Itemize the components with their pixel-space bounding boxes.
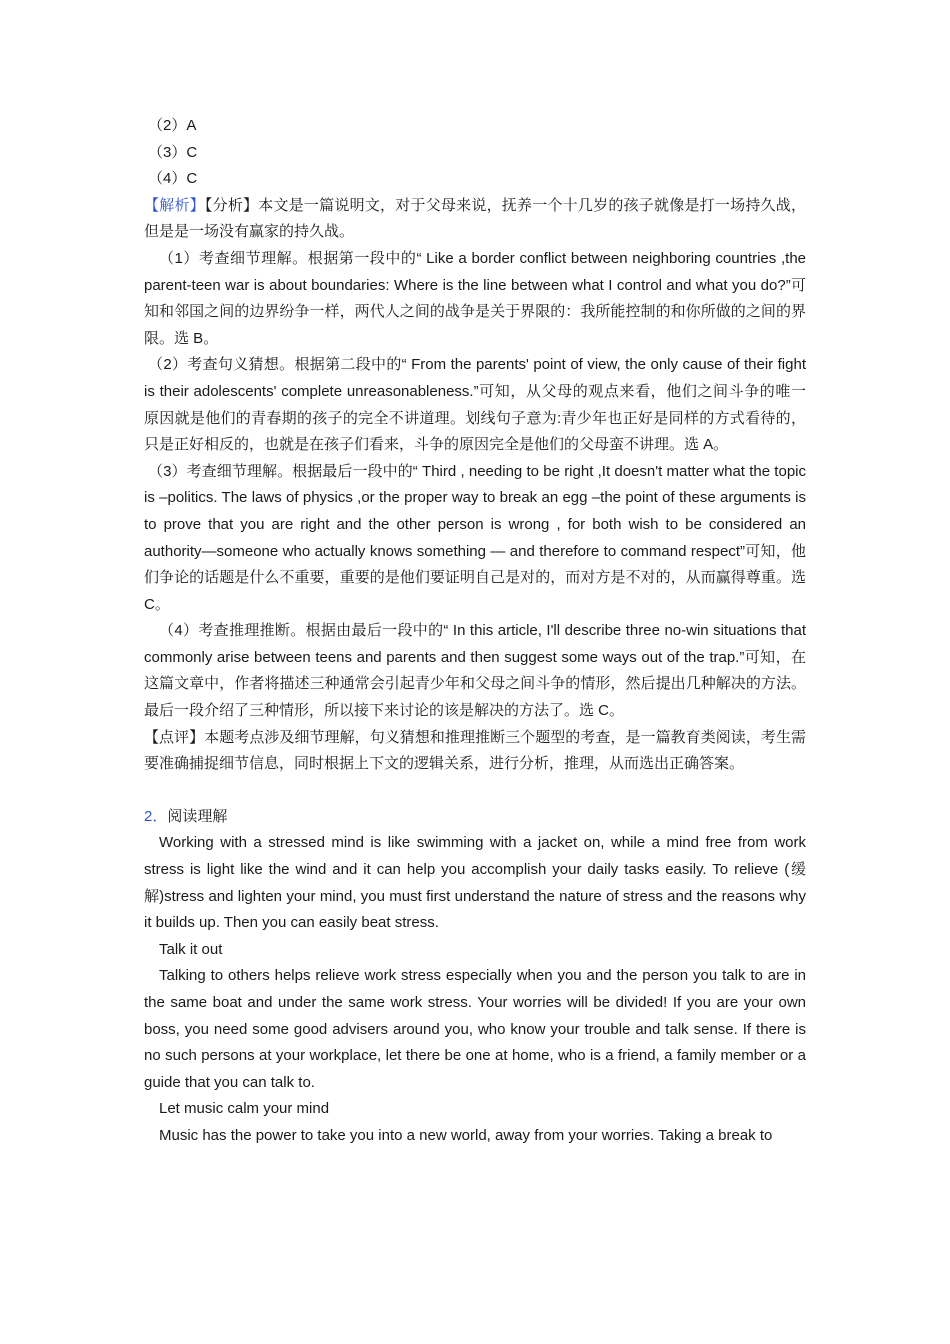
section-gap bbox=[144, 778, 806, 804]
analysis-q1: （1）考查细节理解。根据第一段中的“ Like a border conflict between neighboring countries ,the parent-teen war is about boundaries: Where is the line between what I control and what you do?”可知和邻国之间的边界纷争一样，两代人之间的战争是关于界限的：我所能控制的和你所做的之间的界限。选 B。 bbox=[144, 249, 806, 347]
answer-2: （2）A bbox=[148, 117, 197, 134]
analysis-q4: （4）考查推理推断。根据由最后一段中的“ In this article, I'll describe three no-win situations that commonly arise between teens and parents and then suggest some ways out of the trap.”可知，在这篇文章中，作者将描述三种通常会引起青少年和父母之间斗争的情形，然后提出几种解决的方法。最后一段介绍了三种情形，所以接下来讨论的该是解决的方法了。选 C。 bbox=[144, 622, 806, 720]
analysis-q2: （2）考查句义猜想。根据第二段中的“ From the parents' point of view, the only cause of their fight is their adolescents' complete unreasonableness.”可知，从父母的观点来看，他们之间斗争的唯一原因就是他们的青春期的孩子的完全不讲道理。划线句子意为:青少年也正好是同样的方式看待的，只是正好相反的，也就是在孩子们看来，斗争的原因完全是他们的父母蛮不讲理。选 A。 bbox=[144, 356, 806, 454]
analysis-q3: （3）考查细节理解。根据最后一段中的“ Third , needing to be right ,It doesn't matter what the topic is –politics. The laws of physics ,or the proper way to break an egg –the point of these arguments is to prove that you are right and the other person is wrong , for both wish to be considered an authority—someone who actually knows something — and therefore to command respect”可知，他们争论的话题是什么不重要，重要的是他们要证明自己是对的，而对方是不对的，从而赢得尊重。选 C。 bbox=[144, 462, 806, 613]
document-page bbox=[144, 113, 806, 1150]
analysis-comment: 【点评】本题考点涉及细节理解，句义猜想和推理推断三个题型的考查，是一篇教育类阅读，考生需要准确捕捉细节信息，同时根据上下文的逻辑关系，进行分析，推理，从而选出正确答案。 bbox=[144, 728, 806, 773]
analysis-tag: 【解析】 bbox=[144, 196, 205, 214]
passage-subheading-1: Talk it out bbox=[159, 940, 223, 958]
passage-paragraph-3: Music has the power to take you into a new world, away from your worries. Taking a break to bbox=[159, 1126, 773, 1144]
answer-4: （4）C bbox=[148, 170, 198, 188]
passage-paragraph-2: Talking to others helps relieve work stress especially when you and the person you talk to are in the same boat and under the same work stress. Your worries will be divided! If you are your own boss, you need some good advisers around you, who know your trouble and talk sense. If there is no such persons at your workplace, let there be one at home, who is a friend, a family member or a guide that you can talk to. bbox=[144, 967, 806, 1091]
section-number: 2． bbox=[144, 807, 168, 825]
analysis-intro bbox=[144, 193, 806, 246]
answer-3: （3）C bbox=[148, 143, 198, 161]
passage-subheading-2: Let music calm your mind bbox=[159, 1100, 330, 1118]
analysis-intro-text: 【分析】本文是一篇说明文，对于父母来说，抚养一个十几岁的孩子就像是打一场持久战，但是是一场没有赢家的持久战。 bbox=[144, 196, 806, 241]
section-title: 阅读理解 bbox=[167, 807, 228, 825]
passage-paragraph-1: Working with a stressed mind is like swimming with a jacket on, while a mind free from work stress is light like the wind and it can help you accomplish your daily tasks easily. To relieve (缓解)stress and lighten your mind, you must first understand the nature of stress and the reasons why it builds up. Then you can easily beat stress. bbox=[144, 834, 806, 932]
section-2-heading bbox=[144, 804, 806, 831]
